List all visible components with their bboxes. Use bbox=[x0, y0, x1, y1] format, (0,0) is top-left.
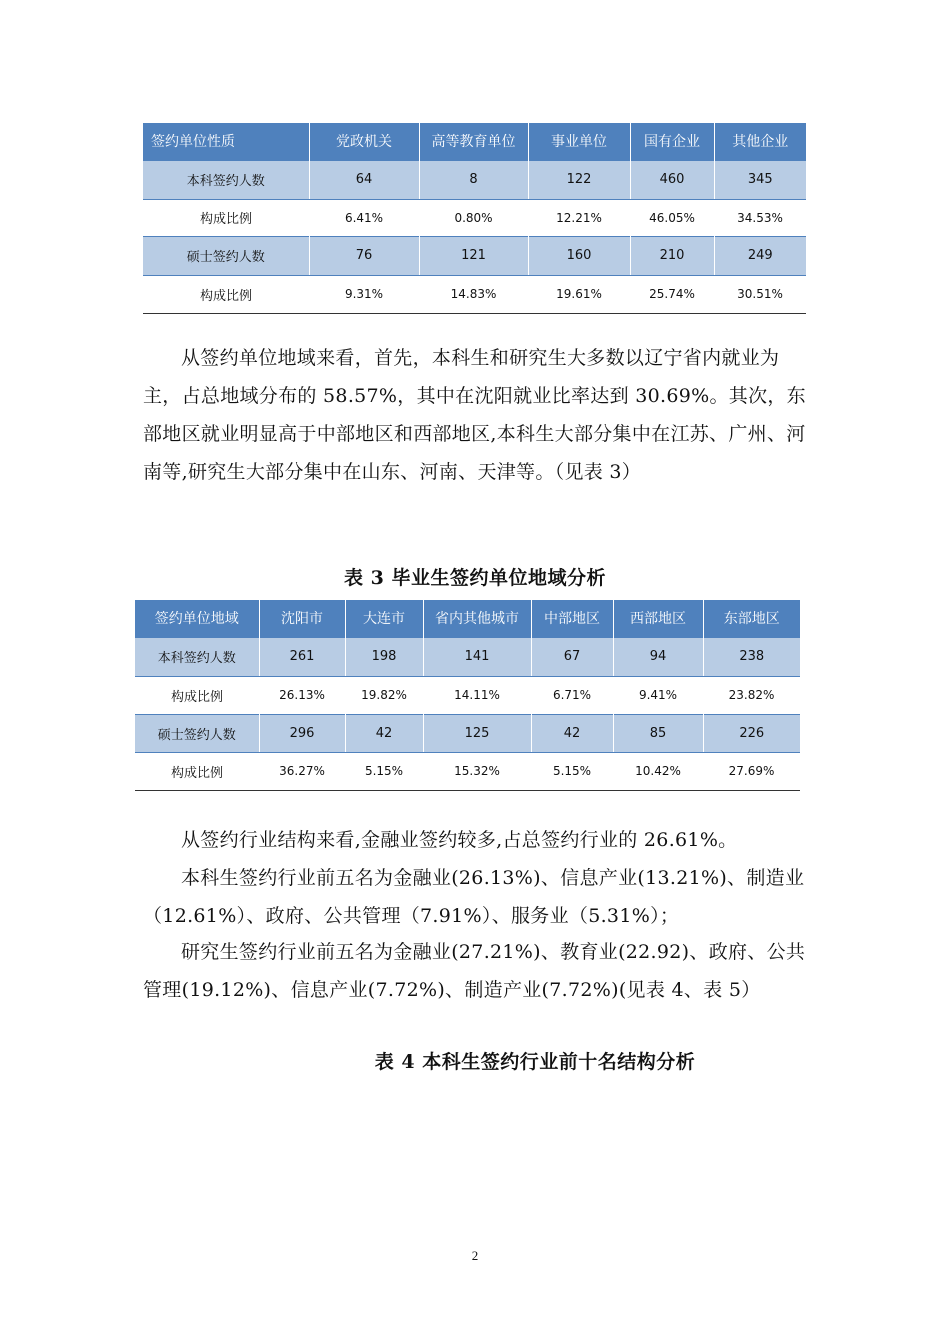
header-cell: 党政机关 bbox=[309, 123, 419, 160]
table-cell: 460 bbox=[630, 160, 714, 199]
table-cell: 14.83% bbox=[419, 275, 528, 313]
table-row bbox=[135, 752, 800, 790]
table-cell: 6.71% bbox=[531, 676, 613, 714]
paragraph-undergrad-industries bbox=[143, 859, 813, 935]
table-cell: 5.15% bbox=[345, 752, 423, 790]
table-2-unit-nature bbox=[143, 123, 806, 314]
table-cell: 30.51% bbox=[714, 275, 806, 313]
header-cell: 事业单位 bbox=[528, 123, 630, 160]
page-number: 2 bbox=[471, 1248, 479, 1263]
table-cell: 76 bbox=[309, 236, 419, 275]
header-cell: 省内其他城市 bbox=[423, 600, 531, 637]
header-cell: 高等教育单位 bbox=[419, 123, 528, 160]
table-cell: 210 bbox=[630, 236, 714, 275]
table-cell: 42 bbox=[531, 714, 613, 752]
table-cell: 9.31% bbox=[309, 275, 419, 313]
table-cell: 46.05% bbox=[630, 199, 714, 236]
table-cell: 249 bbox=[714, 236, 806, 275]
row-label: 硕士签约人数 bbox=[135, 714, 259, 752]
table-cell: 64 bbox=[309, 160, 419, 199]
table-cell: 122 bbox=[528, 160, 630, 199]
table-cell: 141 bbox=[423, 637, 531, 676]
table-cell: 25.74% bbox=[630, 275, 714, 313]
table-cell: 12.21% bbox=[528, 199, 630, 236]
header-cell: 签约单位地域 bbox=[135, 600, 259, 637]
table-cell: 19.61% bbox=[528, 275, 630, 313]
paragraph-text: 从签约单位地域来看，首先，本科生和研究生大多数以辽宁省内就业为主，占总地域分布的 58.57%，其中在沈阳就业比率达到 30.69%。其次，东部地区就业明显高于中部地区和西部地区,本科生大部分集中在江苏、广州、河南等,研究生大部分集中在山东、河南、天津等。（见表 3） bbox=[143, 347, 806, 483]
paragraph-industry-overview bbox=[143, 821, 813, 859]
table-cell: 296 bbox=[259, 714, 345, 752]
table-cell: 6.41% bbox=[309, 199, 419, 236]
table-cell: 27.69% bbox=[703, 752, 800, 790]
row-label: 构成比例 bbox=[135, 676, 259, 714]
table-cell: 238 bbox=[703, 637, 800, 676]
table-row bbox=[135, 714, 800, 752]
table-row bbox=[143, 199, 806, 236]
table-cell: 8 bbox=[419, 160, 528, 199]
table-cell: 0.80% bbox=[419, 199, 528, 236]
header-cell: 西部地区 bbox=[613, 600, 703, 637]
table-3-caption: 表 3 毕业生签约单位地域分析 bbox=[344, 567, 606, 589]
header-cell: 东部地区 bbox=[703, 600, 800, 637]
header-cell: 其他企业 bbox=[714, 123, 806, 160]
row-label: 构成比例 bbox=[143, 199, 309, 236]
paragraph-text: 本科生签约行业前五名为金融业(26.13%)、信息产业(13.21%)、制造业（12.61%）、政府、公共管理（7.91%）、服务业（5.31%）； bbox=[143, 867, 805, 927]
table-cell: 10.42% bbox=[613, 752, 703, 790]
table-cell: 26.13% bbox=[259, 676, 345, 714]
table-cell: 94 bbox=[613, 637, 703, 676]
table-cell: 345 bbox=[714, 160, 806, 199]
table-cell: 9.41% bbox=[613, 676, 703, 714]
table-cell: 19.82% bbox=[345, 676, 423, 714]
paragraph-text: 从签约行业结构来看,金融业签约较多,占总签约行业的 26.61%。 bbox=[181, 829, 738, 851]
header-cell: 国有企业 bbox=[630, 123, 714, 160]
header-cell: 大连市 bbox=[345, 600, 423, 637]
row-label: 本科签约人数 bbox=[143, 160, 309, 199]
header-cell: 签约单位性质 bbox=[143, 123, 309, 160]
row-label: 本科签约人数 bbox=[135, 637, 259, 676]
paragraph-grad-industries bbox=[143, 933, 813, 1009]
table-cell: 160 bbox=[528, 236, 630, 275]
header-cell: 中部地区 bbox=[531, 600, 613, 637]
header-cell: 沈阳市 bbox=[259, 600, 345, 637]
table-row bbox=[135, 637, 800, 676]
table-cell: 14.11% bbox=[423, 676, 531, 714]
table-cell: 5.15% bbox=[531, 752, 613, 790]
row-label: 构成比例 bbox=[135, 752, 259, 790]
table-row bbox=[143, 275, 806, 313]
table-cell: 36.27% bbox=[259, 752, 345, 790]
paragraph-text: 研究生签约行业前五名为金融业(27.21%)、教育业(22.92)、政府、公共管理(19.12%)、信息产业(7.72%)、制造产业(7.72%)(见表 4、表 5） bbox=[143, 941, 806, 1001]
table-cell: 42 bbox=[345, 714, 423, 752]
table-row bbox=[143, 160, 806, 199]
table-cell: 15.32% bbox=[423, 752, 531, 790]
row-label: 构成比例 bbox=[143, 275, 309, 313]
table-cell: 85 bbox=[613, 714, 703, 752]
table-cell: 198 bbox=[345, 637, 423, 676]
table-4-caption: 表 4 本科生签约行业前十名结构分析 bbox=[374, 1051, 696, 1073]
table-cell: 23.82% bbox=[703, 676, 800, 714]
table-cell: 125 bbox=[423, 714, 531, 752]
table-cell: 34.53% bbox=[714, 199, 806, 236]
table-cell: 261 bbox=[259, 637, 345, 676]
row-label: 硕士签约人数 bbox=[143, 236, 309, 275]
table-cell: 121 bbox=[419, 236, 528, 275]
table-row bbox=[135, 676, 800, 714]
paragraph-region-analysis bbox=[143, 339, 813, 491]
table-3-unit-region bbox=[135, 600, 800, 791]
table-row bbox=[143, 236, 806, 275]
table-cell: 226 bbox=[703, 714, 800, 752]
table-cell: 67 bbox=[531, 637, 613, 676]
